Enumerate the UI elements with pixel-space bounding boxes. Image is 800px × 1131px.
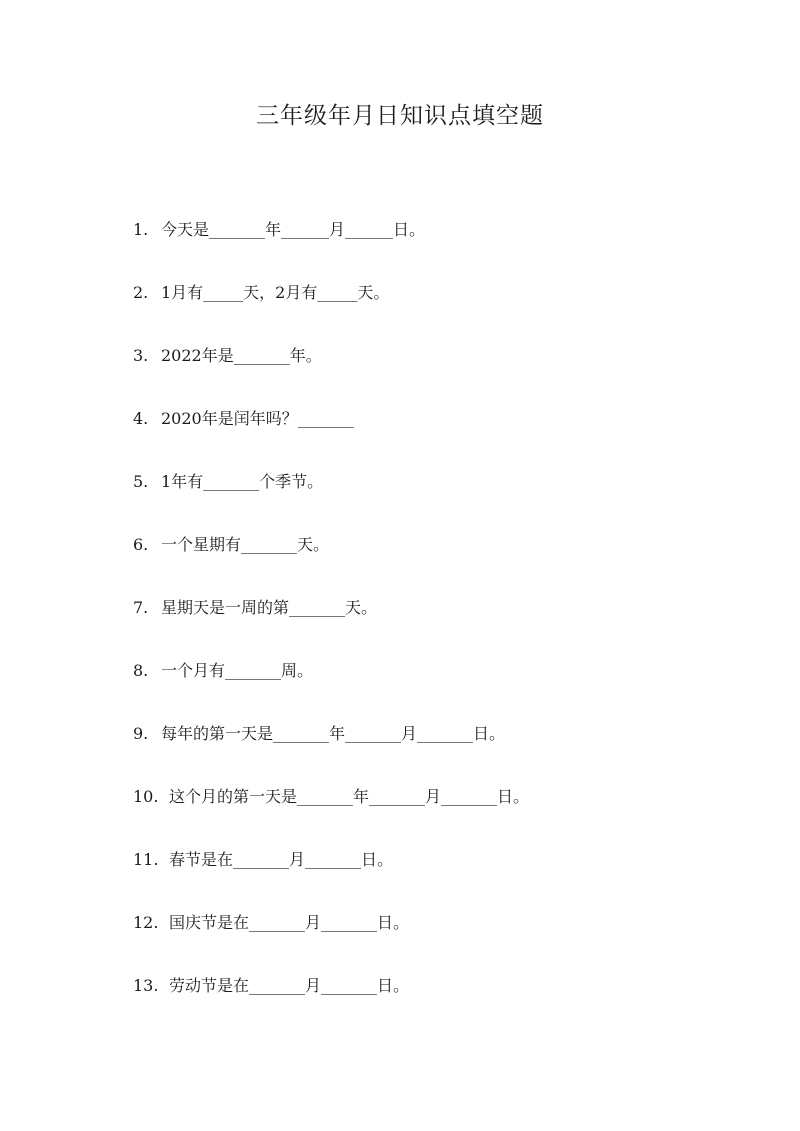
question-number: 5. [133, 472, 149, 491]
question-item [133, 532, 753, 595]
question-number: 10. [133, 787, 159, 806]
question-number: 6. [133, 535, 149, 554]
question-text: 2022年是_______年。 [161, 346, 322, 365]
question-item [133, 406, 753, 469]
question-item [133, 469, 753, 532]
question-number: 8. [133, 661, 149, 680]
question-text: 春节是在_______月_______日。 [169, 850, 394, 869]
question-number: 1. [133, 220, 149, 239]
question-number: 9. [133, 724, 149, 743]
question-text: 1年有_______个季节。 [161, 472, 324, 491]
question-number: 2. [133, 283, 149, 302]
question-item [133, 595, 753, 658]
question-item [133, 280, 753, 343]
question-number: 13. [133, 976, 159, 995]
question-text: 1月有_____天，2月有_____天。 [161, 283, 390, 302]
question-text: 今天是_______年______月______日。 [161, 220, 426, 239]
question-text: 每年的第一天是_______年_______月_______日。 [161, 724, 506, 743]
question-number: 12. [133, 913, 159, 932]
question-text: 这个月的第一天是_______年_______月_______日。 [169, 787, 530, 806]
question-item [133, 973, 753, 1036]
question-text: 2020年是闰年吗？_______ [161, 409, 354, 428]
question-item [133, 217, 753, 280]
question-text: 国庆节是在_______月_______日。 [169, 913, 410, 932]
question-number: 7. [133, 598, 149, 617]
question-item [133, 721, 753, 784]
question-text: 一个月有_______周。 [161, 661, 314, 680]
page-title: 三年级年月日知识点填空题 [256, 103, 544, 129]
question-item [133, 784, 753, 847]
question-item [133, 910, 753, 973]
question-number: 4. [133, 409, 149, 428]
question-item [133, 658, 753, 721]
question-text: 一个星期有_______天。 [161, 535, 330, 554]
question-item [133, 847, 753, 910]
question-text: 星期天是一周的第_______天。 [161, 598, 378, 617]
question-text: 劳动节是在_______月_______日。 [169, 976, 410, 995]
question-list [133, 217, 753, 1036]
question-item [133, 343, 753, 406]
question-number: 3. [133, 346, 149, 365]
question-number: 11. [133, 850, 159, 869]
